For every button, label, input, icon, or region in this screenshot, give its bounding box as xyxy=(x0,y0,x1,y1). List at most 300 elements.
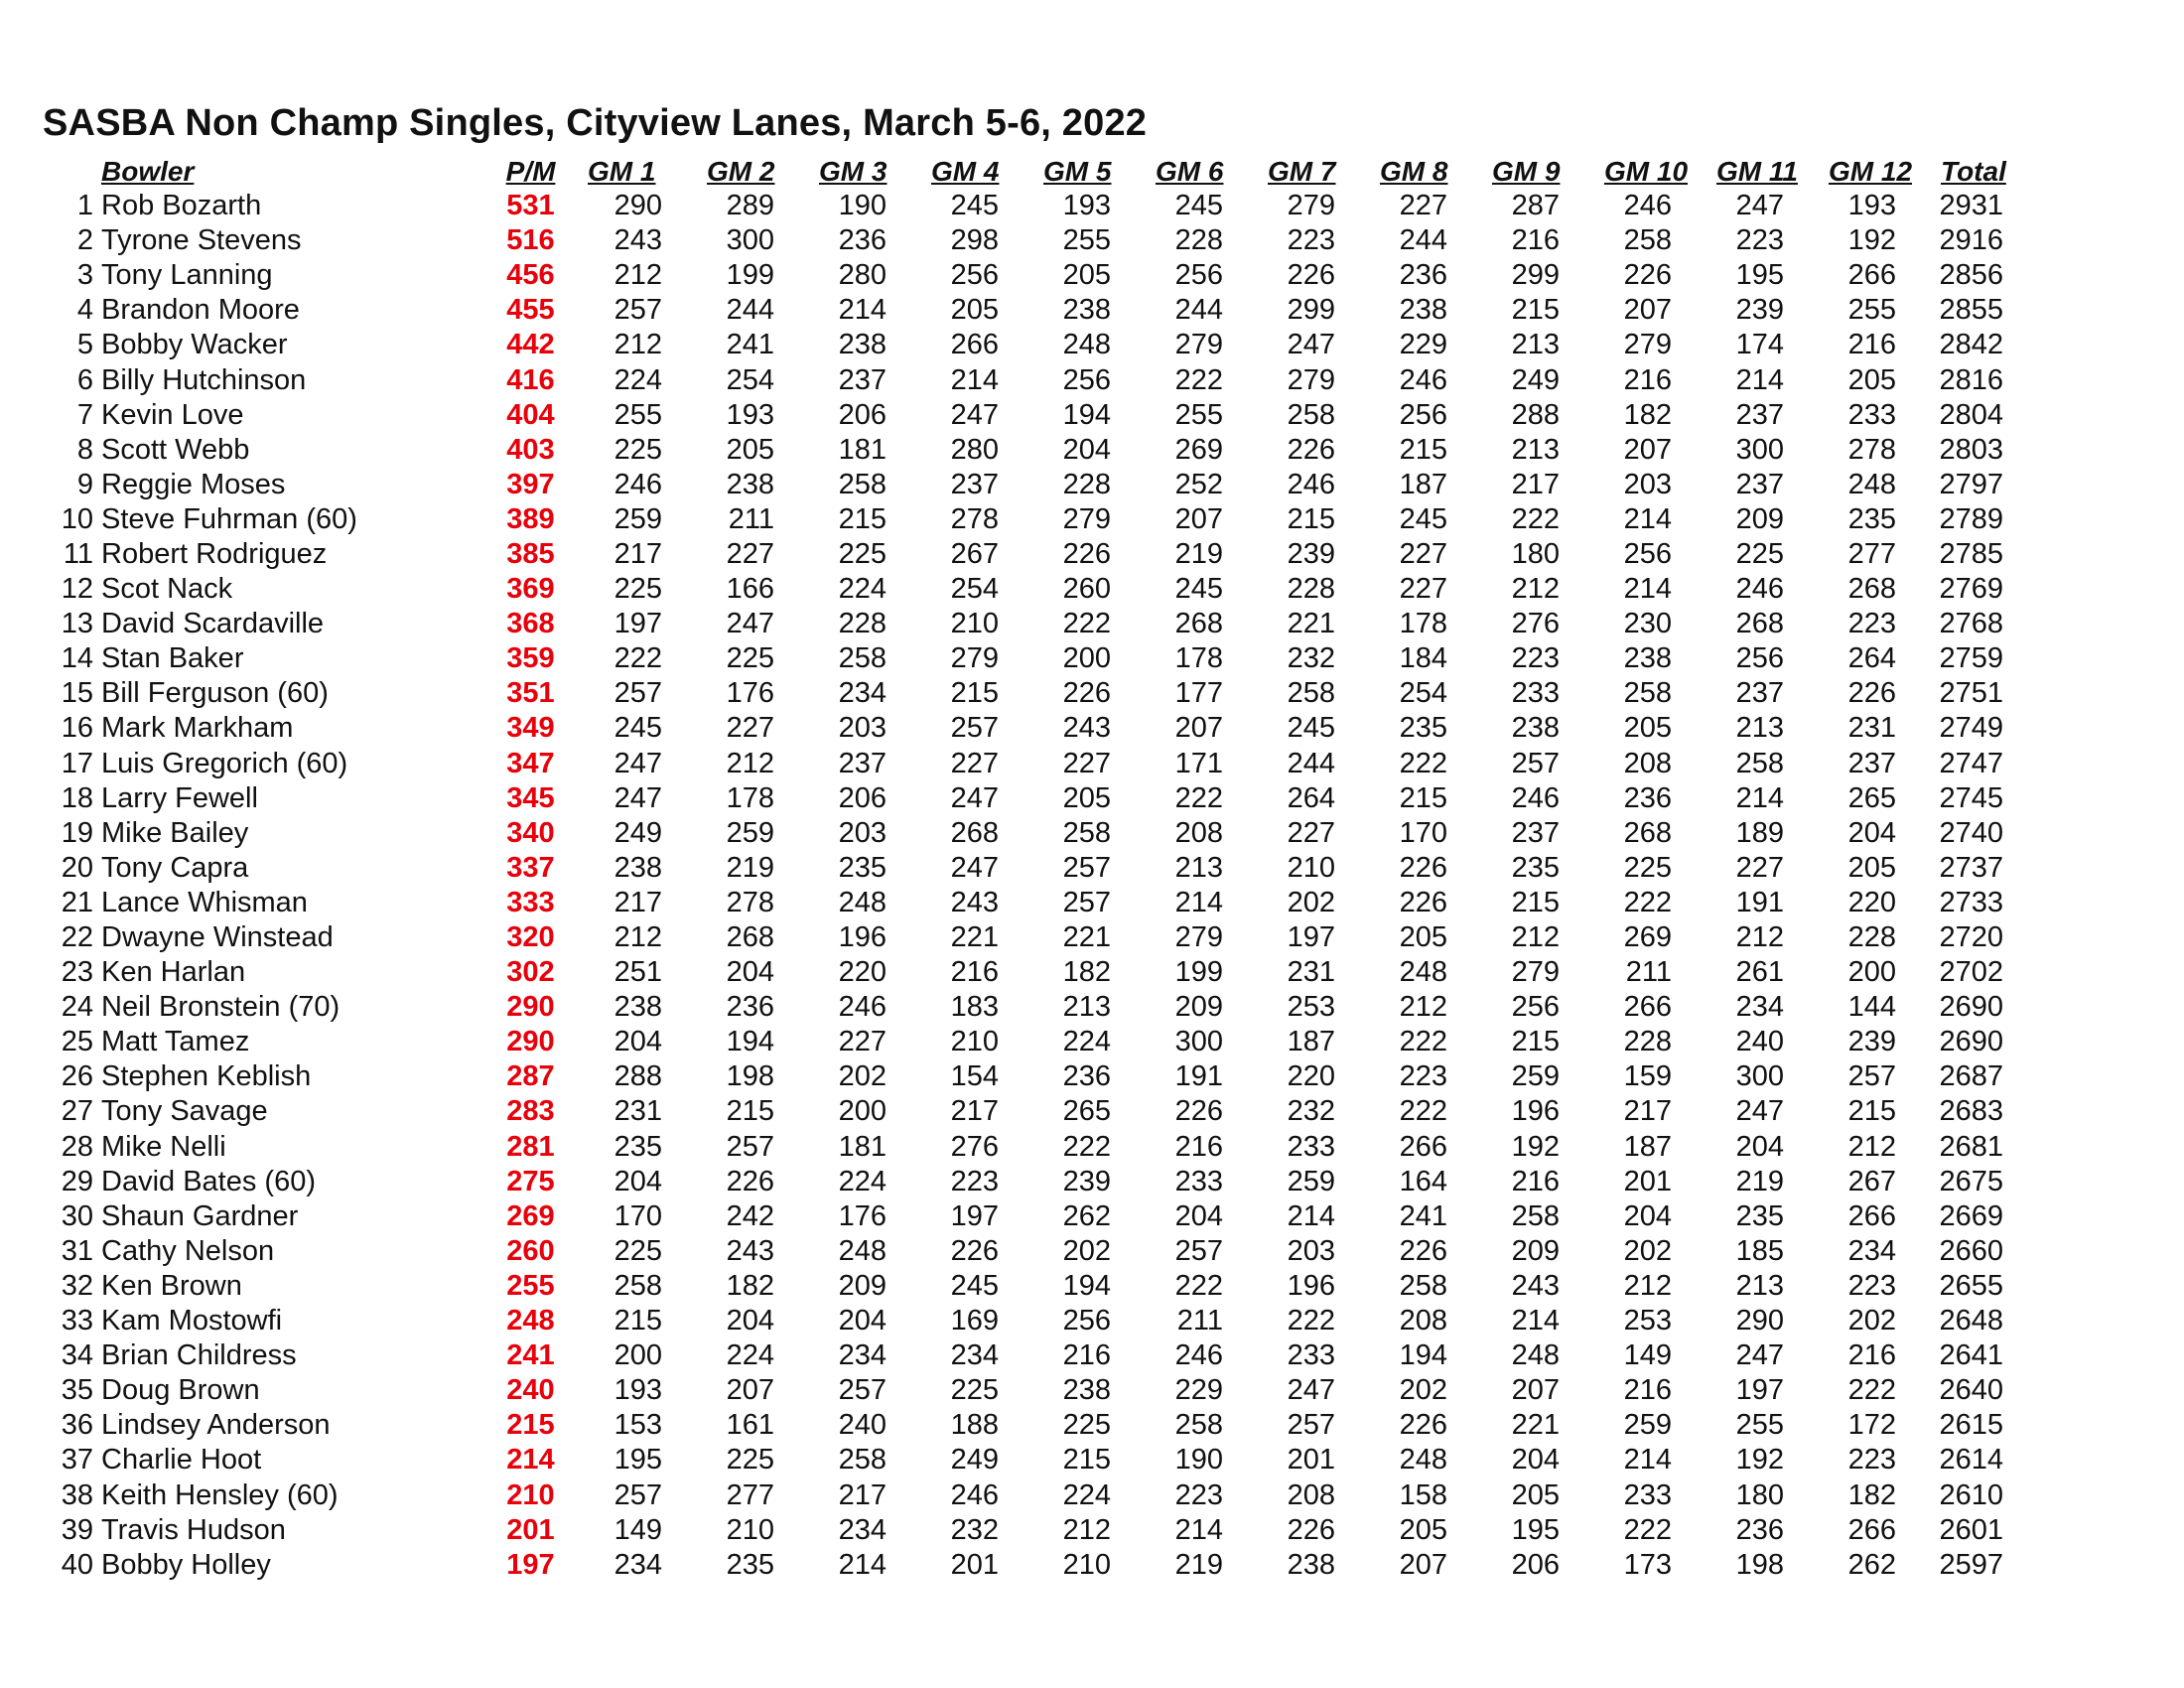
game-3-cell: 234 xyxy=(838,1339,887,1372)
game-4-cell: 247 xyxy=(950,781,999,814)
pm-header: P/M xyxy=(505,155,556,187)
game-7-cell: 245 xyxy=(1287,712,1335,745)
game-11-cell: 214 xyxy=(1735,363,1784,396)
game-4-cell: 169 xyxy=(950,1305,999,1337)
game-7-cell: 227 xyxy=(1287,816,1335,849)
total-header: Total xyxy=(1941,155,2006,187)
game-6-cell: 252 xyxy=(1174,468,1223,500)
game-4-cell: 257 xyxy=(950,712,999,745)
pm-cell: 337 xyxy=(506,851,555,884)
game-1-cell: 251 xyxy=(614,956,662,989)
pm-cell: 389 xyxy=(506,502,555,535)
game-3-cell: 240 xyxy=(838,1409,887,1442)
total-cell: 2797 xyxy=(1939,468,2003,500)
game-12-cell: 278 xyxy=(1847,433,1896,466)
game-7-cell: 233 xyxy=(1287,1130,1335,1163)
rank-cell: 19 xyxy=(61,816,93,849)
pm-cell: 333 xyxy=(506,886,555,918)
game-11-cell: 189 xyxy=(1735,816,1784,849)
game-9-cell: 213 xyxy=(1511,329,1560,361)
game-10-cell: 225 xyxy=(1623,851,1672,884)
game-7-cell: 222 xyxy=(1287,1305,1335,1337)
standings-table xyxy=(50,153,2023,1583)
game-7-cell: 246 xyxy=(1287,468,1335,500)
game-9-cell: 223 xyxy=(1511,642,1560,675)
game-6-cell: 256 xyxy=(1174,259,1223,292)
game-2-cell: 227 xyxy=(726,537,774,570)
game-10-cell: 214 xyxy=(1623,502,1672,535)
game-9-cell: 299 xyxy=(1511,259,1560,292)
table-row xyxy=(50,1165,2023,1199)
pm-cell: 201 xyxy=(506,1513,555,1546)
rank-cell: 22 xyxy=(61,921,93,954)
bowler-name-cell: David Bates (60) xyxy=(101,1165,316,1197)
game-10-cell: 222 xyxy=(1623,1513,1672,1546)
pm-cell: 359 xyxy=(506,642,555,675)
bowler-name-cell: Matt Tamez xyxy=(101,1026,250,1058)
game-6-cell: 177 xyxy=(1174,677,1223,710)
game-5-cell: 194 xyxy=(1062,1269,1111,1302)
rank-cell: 3 xyxy=(76,259,93,292)
pm-cell: 385 xyxy=(506,537,555,570)
game-9-cell: 246 xyxy=(1511,781,1560,814)
game-5-cell: 204 xyxy=(1062,433,1111,466)
rank-cell: 30 xyxy=(61,1199,93,1232)
gm6-header: GM 6 xyxy=(1156,155,1224,187)
game-4-cell: 210 xyxy=(950,1026,999,1058)
rank-cell: 33 xyxy=(61,1305,93,1337)
game-3-cell: 200 xyxy=(838,1095,887,1128)
game-5-cell: 216 xyxy=(1062,1339,1111,1372)
table-row xyxy=(50,886,2023,920)
rank-cell: 6 xyxy=(76,363,93,396)
rank-cell: 10 xyxy=(61,502,93,535)
game-7-cell: 226 xyxy=(1287,1513,1335,1546)
game-10-cell: 226 xyxy=(1623,259,1672,292)
game-2-cell: 219 xyxy=(726,851,774,884)
game-11-cell: 235 xyxy=(1735,1199,1784,1232)
game-6-cell: 226 xyxy=(1174,1095,1223,1128)
game-6-cell: 279 xyxy=(1174,329,1223,361)
rank-cell: 29 xyxy=(61,1165,93,1197)
game-11-cell: 219 xyxy=(1735,1165,1784,1197)
game-8-cell: 256 xyxy=(1399,398,1447,431)
total-cell: 2720 xyxy=(1939,921,2003,954)
game-6-cell: 300 xyxy=(1174,1026,1223,1058)
game-12-cell: 223 xyxy=(1847,608,1896,640)
game-12-cell: 266 xyxy=(1847,1513,1896,1546)
game-3-cell: 258 xyxy=(838,642,887,675)
game-7-cell: 215 xyxy=(1287,502,1335,535)
game-12-cell: 268 xyxy=(1847,573,1896,606)
game-4-cell: 188 xyxy=(950,1409,999,1442)
rank-cell: 13 xyxy=(61,608,93,640)
game-5-cell: 215 xyxy=(1062,1444,1111,1477)
total-cell: 2931 xyxy=(1939,190,2003,222)
total-cell: 2601 xyxy=(1939,1513,2003,1546)
game-2-cell: 225 xyxy=(726,1444,774,1477)
game-11-cell: 225 xyxy=(1735,537,1784,570)
game-4-cell: 154 xyxy=(950,1060,999,1093)
game-5-cell: 205 xyxy=(1062,259,1111,292)
gm8-header: GM 8 xyxy=(1380,155,1448,187)
game-7-cell: 279 xyxy=(1287,363,1335,396)
game-10-cell: 211 xyxy=(1625,956,1672,989)
game-3-cell: 202 xyxy=(838,1060,887,1093)
total-cell: 2683 xyxy=(1939,1095,2003,1128)
game-2-cell: 226 xyxy=(726,1165,774,1197)
pm-cell: 269 xyxy=(506,1199,555,1232)
game-12-cell: 239 xyxy=(1847,1026,1896,1058)
game-4-cell: 256 xyxy=(950,259,999,292)
gm2-header: GM 2 xyxy=(707,155,775,187)
total-cell: 2768 xyxy=(1939,608,2003,640)
game-5-cell: 279 xyxy=(1062,502,1111,535)
rank-cell: 17 xyxy=(61,747,93,779)
bowler-name-cell: Mike Nelli xyxy=(101,1130,226,1163)
game-6-cell: 279 xyxy=(1174,921,1223,954)
game-4-cell: 237 xyxy=(950,468,999,500)
game-5-cell: 222 xyxy=(1062,608,1111,640)
pm-cell: 260 xyxy=(506,1234,555,1267)
game-8-cell: 229 xyxy=(1399,329,1447,361)
game-6-cell: 229 xyxy=(1174,1374,1223,1407)
total-cell: 2702 xyxy=(1939,956,2003,989)
game-11-cell: 185 xyxy=(1735,1234,1784,1267)
table-row xyxy=(50,781,2023,816)
total-cell: 2655 xyxy=(1939,1269,2003,1302)
game-4-cell: 280 xyxy=(950,433,999,466)
game-7-cell: 233 xyxy=(1287,1339,1335,1372)
game-5-cell: 260 xyxy=(1062,573,1111,606)
pm-cell: 240 xyxy=(506,1374,555,1407)
header-row xyxy=(50,153,2023,189)
game-8-cell: 244 xyxy=(1399,224,1447,257)
game-7-cell: 231 xyxy=(1287,956,1335,989)
game-4-cell: 249 xyxy=(950,1444,999,1477)
game-4-cell: 215 xyxy=(950,677,999,710)
bowler-name-cell: Reggie Moses xyxy=(101,468,286,500)
table-row xyxy=(50,1304,2023,1338)
table-row xyxy=(50,676,2023,711)
game-1-cell: 234 xyxy=(614,1548,662,1581)
page-title: SASBA Non Champ Singles, Cityview Lanes, March 5-6, 2022 xyxy=(43,102,1148,144)
game-6-cell: 255 xyxy=(1174,398,1223,431)
pm-cell: 210 xyxy=(506,1478,555,1511)
table-row xyxy=(50,607,2023,641)
bowler-name-cell: Neil Bronstein (70) xyxy=(101,991,341,1024)
game-9-cell: 192 xyxy=(1511,1130,1560,1163)
table-row xyxy=(50,502,2023,537)
pm-cell: 404 xyxy=(506,398,555,431)
game-5-cell: 221 xyxy=(1062,921,1111,954)
game-8-cell: 205 xyxy=(1399,1513,1447,1546)
game-2-cell: 257 xyxy=(726,1130,774,1163)
game-5-cell: 265 xyxy=(1062,1095,1111,1128)
rank-cell: 38 xyxy=(61,1478,93,1511)
game-12-cell: 237 xyxy=(1847,747,1896,779)
game-4-cell: 232 xyxy=(950,1513,999,1546)
total-cell: 2690 xyxy=(1939,991,2003,1024)
game-9-cell: 204 xyxy=(1511,1444,1560,1477)
game-6-cell: 245 xyxy=(1174,190,1223,222)
game-8-cell: 266 xyxy=(1399,1130,1447,1163)
gm4-header: GM 4 xyxy=(931,155,1000,187)
game-1-cell: 204 xyxy=(614,1165,662,1197)
game-11-cell: 213 xyxy=(1735,1269,1784,1302)
game-5-cell: 194 xyxy=(1062,398,1111,431)
game-2-cell: 241 xyxy=(726,329,774,361)
game-2-cell: 242 xyxy=(726,1199,774,1232)
game-4-cell: 183 xyxy=(950,991,999,1024)
game-8-cell: 207 xyxy=(1399,1548,1447,1581)
game-9-cell: 276 xyxy=(1511,608,1560,640)
game-9-cell: 222 xyxy=(1511,502,1560,535)
table-row xyxy=(50,1373,2023,1408)
game-8-cell: 202 xyxy=(1399,1374,1447,1407)
game-7-cell: 247 xyxy=(1287,329,1335,361)
game-4-cell: 221 xyxy=(950,921,999,954)
game-2-cell: 268 xyxy=(726,921,774,954)
game-10-cell: 204 xyxy=(1623,1199,1672,1232)
table-row xyxy=(50,641,2023,676)
game-1-cell: 247 xyxy=(614,781,662,814)
game-8-cell: 212 xyxy=(1399,991,1447,1024)
game-3-cell: 228 xyxy=(838,608,887,640)
game-11-cell: 174 xyxy=(1735,329,1784,361)
pm-cell: 351 xyxy=(506,677,555,710)
game-12-cell: 226 xyxy=(1847,677,1896,710)
game-3-cell: 209 xyxy=(838,1269,887,1302)
game-11-cell: 197 xyxy=(1735,1374,1784,1407)
game-10-cell: 230 xyxy=(1623,608,1672,640)
game-7-cell: 299 xyxy=(1287,294,1335,327)
game-2-cell: 211 xyxy=(728,502,774,535)
game-1-cell: 217 xyxy=(614,886,662,918)
bowler-name-cell: Charlie Hoot xyxy=(101,1444,262,1477)
pm-cell: 281 xyxy=(506,1130,555,1163)
game-5-cell: 210 xyxy=(1062,1548,1111,1581)
game-10-cell: 258 xyxy=(1623,677,1672,710)
table-row xyxy=(50,990,2023,1025)
bowler-name-cell: Lindsey Anderson xyxy=(101,1409,331,1442)
bowler-name-cell: Billy Hutchinson xyxy=(101,363,307,396)
total-cell: 2733 xyxy=(1939,886,2003,918)
pm-cell: 397 xyxy=(506,468,555,500)
game-2-cell: 259 xyxy=(726,816,774,849)
game-3-cell: 215 xyxy=(838,502,887,535)
game-7-cell: 187 xyxy=(1287,1026,1335,1058)
pm-cell: 368 xyxy=(506,608,555,640)
game-11-cell: 240 xyxy=(1735,1026,1784,1058)
game-1-cell: 258 xyxy=(614,1269,662,1302)
game-4-cell: 278 xyxy=(950,502,999,535)
game-8-cell: 208 xyxy=(1399,1305,1447,1337)
game-12-cell: 266 xyxy=(1847,1199,1896,1232)
game-3-cell: 203 xyxy=(838,816,887,849)
game-7-cell: 259 xyxy=(1287,1165,1335,1197)
bowler-name-cell: Tony Lanning xyxy=(101,259,273,292)
pm-cell: 287 xyxy=(506,1060,555,1093)
total-cell: 2804 xyxy=(1939,398,2003,431)
total-cell: 2749 xyxy=(1939,712,2003,745)
bowler-name-cell: Cathy Nelson xyxy=(101,1234,275,1267)
pm-cell: 442 xyxy=(506,329,555,361)
gm1-header: GM 1 xyxy=(588,155,656,187)
game-6-cell: 213 xyxy=(1174,851,1223,884)
game-9-cell: 215 xyxy=(1511,886,1560,918)
game-9-cell: 209 xyxy=(1511,1234,1560,1267)
game-7-cell: 239 xyxy=(1287,537,1335,570)
rank-cell: 14 xyxy=(61,642,93,675)
bowler-name-cell: Bill Ferguson (60) xyxy=(101,677,329,710)
game-6-cell: 222 xyxy=(1174,781,1223,814)
game-2-cell: 212 xyxy=(726,747,774,779)
game-11-cell: 192 xyxy=(1735,1444,1784,1477)
game-9-cell: 215 xyxy=(1511,1026,1560,1058)
table-row xyxy=(50,258,2023,293)
pm-cell: 347 xyxy=(506,747,555,779)
game-10-cell: 258 xyxy=(1623,224,1672,257)
bowler-name-cell: Brandon Moore xyxy=(101,294,300,327)
bowler-name-cell: Lance Whisman xyxy=(101,886,308,918)
game-8-cell: 194 xyxy=(1399,1339,1447,1372)
rank-cell: 24 xyxy=(61,991,93,1024)
game-3-cell: 214 xyxy=(838,294,887,327)
game-6-cell: 207 xyxy=(1174,502,1223,535)
game-9-cell: 235 xyxy=(1511,851,1560,884)
rank-cell: 32 xyxy=(61,1269,93,1302)
game-1-cell: 225 xyxy=(614,1234,662,1267)
game-10-cell: 253 xyxy=(1623,1305,1672,1337)
game-5-cell: 256 xyxy=(1062,363,1111,396)
game-10-cell: 233 xyxy=(1623,1478,1672,1511)
game-10-cell: 266 xyxy=(1623,991,1672,1024)
bowler-name-cell: Mike Bailey xyxy=(101,816,249,849)
game-5-cell: 222 xyxy=(1062,1130,1111,1163)
total-cell: 2597 xyxy=(1939,1548,2003,1581)
total-cell: 2690 xyxy=(1939,1026,2003,1058)
game-9-cell: 217 xyxy=(1511,468,1560,500)
game-1-cell: 215 xyxy=(614,1305,662,1337)
game-2-cell: 194 xyxy=(726,1026,774,1058)
game-6-cell: 216 xyxy=(1174,1130,1223,1163)
game-12-cell: 234 xyxy=(1847,1234,1896,1267)
game-10-cell: 259 xyxy=(1623,1409,1672,1442)
game-9-cell: 233 xyxy=(1511,677,1560,710)
game-1-cell: 200 xyxy=(614,1339,662,1372)
game-12-cell: 266 xyxy=(1847,259,1896,292)
bowler-name-cell: Tony Savage xyxy=(101,1095,268,1128)
game-9-cell: 207 xyxy=(1511,1374,1560,1407)
game-8-cell: 222 xyxy=(1399,1095,1447,1128)
game-1-cell: 257 xyxy=(614,294,662,327)
game-3-cell: 214 xyxy=(838,1548,887,1581)
game-10-cell: 214 xyxy=(1623,573,1672,606)
game-7-cell: 238 xyxy=(1287,1548,1335,1581)
game-4-cell: 214 xyxy=(950,363,999,396)
game-6-cell: 222 xyxy=(1174,363,1223,396)
game-12-cell: 223 xyxy=(1847,1269,1896,1302)
table-row xyxy=(50,1094,2023,1129)
game-7-cell: 258 xyxy=(1287,677,1335,710)
game-12-cell: 277 xyxy=(1847,537,1896,570)
game-11-cell: 214 xyxy=(1735,781,1784,814)
game-7-cell: 214 xyxy=(1287,1199,1335,1232)
game-8-cell: 223 xyxy=(1399,1060,1447,1093)
table-row xyxy=(50,189,2023,223)
game-2-cell: 178 xyxy=(726,781,774,814)
game-11-cell: 212 xyxy=(1735,921,1784,954)
game-5-cell: 182 xyxy=(1062,956,1111,989)
game-8-cell: 248 xyxy=(1399,956,1447,989)
game-9-cell: 288 xyxy=(1511,398,1560,431)
table-row xyxy=(50,398,2023,433)
game-2-cell: 199 xyxy=(726,259,774,292)
game-12-cell: 255 xyxy=(1847,294,1896,327)
game-12-cell: 267 xyxy=(1847,1165,1896,1197)
game-7-cell: 264 xyxy=(1287,781,1335,814)
game-2-cell: 207 xyxy=(726,1374,774,1407)
game-8-cell: 241 xyxy=(1399,1199,1447,1232)
rank-cell: 27 xyxy=(61,1095,93,1128)
rank-cell: 35 xyxy=(61,1374,93,1407)
game-10-cell: 238 xyxy=(1623,642,1672,675)
game-2-cell: 277 xyxy=(726,1478,774,1511)
game-1-cell: 235 xyxy=(614,1130,662,1163)
total-cell: 2615 xyxy=(1939,1409,2003,1442)
game-6-cell: 199 xyxy=(1174,956,1223,989)
game-12-cell: 233 xyxy=(1847,398,1896,431)
game-4-cell: 246 xyxy=(950,1478,999,1511)
game-7-cell: 279 xyxy=(1287,190,1335,222)
game-1-cell: 170 xyxy=(614,1199,662,1232)
game-6-cell: 211 xyxy=(1176,1305,1223,1337)
game-1-cell: 149 xyxy=(614,1513,662,1546)
game-12-cell: 202 xyxy=(1847,1305,1896,1337)
game-1-cell: 193 xyxy=(614,1374,662,1407)
pm-cell: 214 xyxy=(506,1444,555,1477)
game-8-cell: 226 xyxy=(1399,851,1447,884)
rank-cell: 8 xyxy=(76,433,93,466)
game-1-cell: 249 xyxy=(614,816,662,849)
game-8-cell: 246 xyxy=(1399,363,1447,396)
total-cell: 2803 xyxy=(1939,433,2003,466)
total-cell: 2816 xyxy=(1939,363,2003,396)
game-10-cell: 203 xyxy=(1623,468,1672,500)
bowler-name-cell: Kevin Love xyxy=(101,398,244,431)
game-12-cell: 248 xyxy=(1847,468,1896,500)
game-1-cell: 255 xyxy=(614,398,662,431)
table-row xyxy=(50,1513,2023,1548)
bowler-name-cell: Shaun Gardner xyxy=(101,1199,299,1232)
game-6-cell: 209 xyxy=(1174,991,1223,1024)
total-cell: 2747 xyxy=(1939,747,2003,779)
game-6-cell: 223 xyxy=(1174,1478,1223,1511)
game-3-cell: 206 xyxy=(838,398,887,431)
game-10-cell: 214 xyxy=(1623,1444,1672,1477)
game-8-cell: 254 xyxy=(1399,677,1447,710)
rank-cell: 37 xyxy=(61,1444,93,1477)
total-cell: 2737 xyxy=(1939,851,2003,884)
game-3-cell: 227 xyxy=(838,1026,887,1058)
game-12-cell: 204 xyxy=(1847,816,1896,849)
rank-cell: 15 xyxy=(61,677,93,710)
bowler-name-cell: Stan Baker xyxy=(101,642,244,675)
bowler-name-cell: Tony Capra xyxy=(101,851,249,884)
pm-cell: 241 xyxy=(506,1339,555,1372)
table-row xyxy=(50,816,2023,851)
